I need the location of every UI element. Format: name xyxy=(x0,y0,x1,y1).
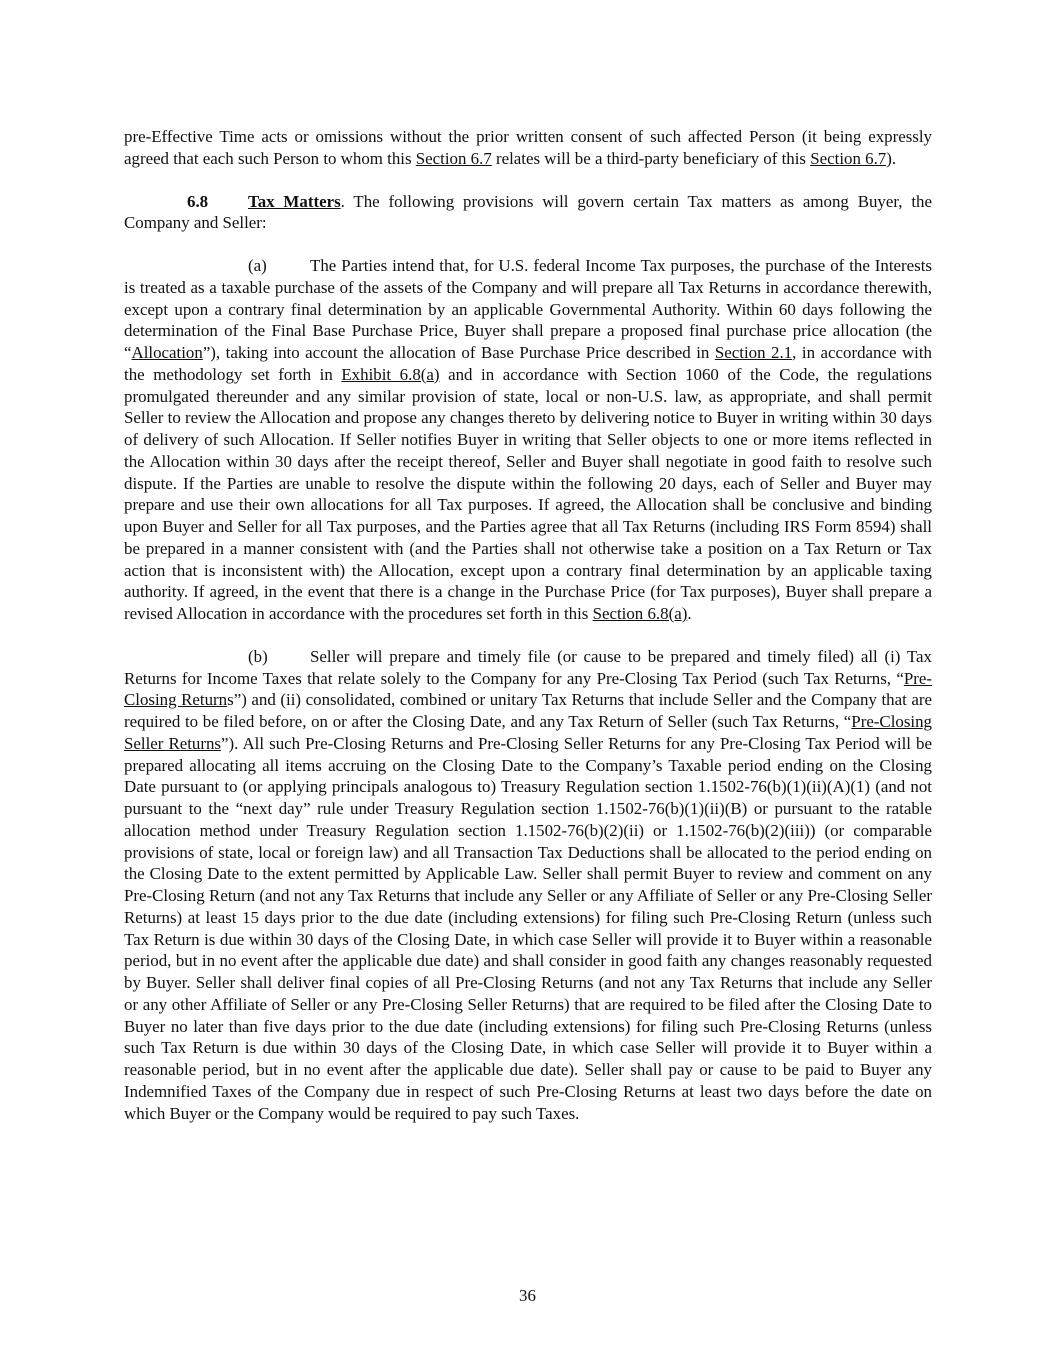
section-6-8-paragraph xyxy=(124,191,932,235)
paragraph-text: ”). All such Pre-Closing Returns and Pre-Closing Seller Returns for any Pre-Closing Tax Period will be prepared allocating all items accruing on the Closing Date to the Company’s Taxable period ending on the Closing Date pursuant to (or applying principals analogous to) Treasury Regulation section 1.1502-76(b)(1)(ii)(A)(1) (and not pursuant to the “next day” rule under Treasury Regulation section 1.1502-76(b)(1)(ii)(B) or pursuant to the ratable allocation method under Treasury Regulation section 1.1502-76(b)(2)(ii) or 1.1502-76(b)(2)(iii)) (or comparable provisions of state, local or foreign law) and all Transaction Tax Deductions shall be allocated to the period ending on the Closing Date to the extent permitted by Applicable Law. Seller shall permit Buyer to review and comment on any Pre-Closing Return (and not any Tax Returns that include any Seller or any Affiliate of Seller or any Pre-Closing Seller Returns) at least 15 days prior to the due date (including extensions) for filing such Pre-Closing Return (unless such Tax Return is due within 30 days of the Closing Date, in which case Seller will provide it to Buyer within a reasonable period, but in no event after the applicable due date) and shall consider in good faith any changes reasonably requested by Buyer. Seller shall deliver final copies of all Pre-Closing Returns (and not any Tax Returns that include any Seller or any other Affiliate of Seller or any Pre-Closing Seller Returns) that are required to be filed after the Closing Date to Buyer no later than five days prior to the due date (including extensions) for filing such Pre-Closing Returns (unless such Tax Return is due within 30 days of the Closing Date, in which case Seller will provide it to Buyer within a reasonable period, but in no event after the applicable due date). Seller shall pay or cause to be paid to Buyer any Indemnified Taxes of the Company due in respect of such Pre-Closing Returns at least two days before the date on which Buyer or the Company would be required to pay such Taxes. xyxy=(124,733,932,1123)
paragraph-text: and in accordance with Section 1060 of the Code, the regulations promulgated thereunder and any similar provision of state, local or non-U.S. law, as appropriate, and shall permit Seller to review the Allocation and propose any changes thereto by delivering notice to Buyer in writing within 30 days of delivery of such Allocation. If Seller notifies Buyer in writing that Seller objects to one or more items reflected in the Allocation within 30 days after the receipt thereof, Seller and Buyer shall negotiate in good faith to resolve such dispute. If the Parties are unable to resolve the dispute within the following 20 days, each of Seller and Buyer may prepare and use their own allocations for all Tax purposes. If agreed, the Allocation shall be conclusive and binding upon Buyer and Seller for all Tax purposes, and the Parties agree that all Tax Returns (including IRS Form 8594) shall be prepared in a manner consistent with (and the Parties shall not otherwise take a position on a Tax Return or Tax action that is inconsistent with) the Allocation, except upon a contrary final determination by an applicable taxing authority. If agreed, in the event that there is a change in the Purchase Price (for Tax purposes), Buyer shall prepare a revised Allocation in accordance with the procedures set forth in this xyxy=(124,364,932,623)
section-2-1-reference: Section 2.1 xyxy=(714,343,793,362)
paragraph-text: s”) and (ii) consolidated, combined or unitary Tax Returns that include Seller and the Company that are required to be filed before, on or after the Closing Date, and any Tax Return of Seller (such Tax Returns, “ xyxy=(124,690,932,731)
paragraph-text: The Parties intend that, for U.S. federal Income Tax purposes, the purchase of the Interests is treated as a taxable purchase of the assets of the Company and will prepare all Tax Returns in accordance therewith, except upon a contrary final determination by an applicable Governmental Authority. Within 60 days following the determination of the Final Base Purchase Price, Buyer shall prepare a proposed final purchase price allocation (the “ xyxy=(124,256,932,362)
section-number: 6.8 xyxy=(187,191,209,211)
document-page xyxy=(124,126,932,1145)
allocation-defined-term: Allocation xyxy=(131,343,203,362)
section-6-7-reference: Section 6.7 xyxy=(810,148,887,168)
exhibit-6-8a-reference: Exhibit 6.8(a) xyxy=(341,364,440,384)
paragraph-a-label: (a) xyxy=(248,256,267,275)
intro-text: ). xyxy=(886,148,897,168)
intro-text: relates will be a third-party beneficiary of this xyxy=(491,148,811,168)
section-intro-text: . The following provisions will govern certain Tax matters as among Buyer, the Company and Seller: xyxy=(124,191,932,233)
section-title: Tax Matters xyxy=(248,191,341,211)
paragraph-text: Seller will prepare and timely file (or cause to be prepared and timely filed) all (i) Tax Returns for Income Taxes that relate solely to the Company for any Pre-Closing Tax Period (such Tax Returns, “ xyxy=(124,646,932,688)
intro-text: pre-Effective Time acts or omissions without the prior written consent of such affected Person (it being expressly agreed that each such Person to whom this xyxy=(124,127,932,168)
intro-paragraph xyxy=(124,126,932,170)
pre-closing-seller-returns-defined-term: Pre-Closing Seller Returns xyxy=(124,712,932,753)
paragraph-text: . xyxy=(687,604,692,623)
paragraph-a xyxy=(124,255,932,625)
pre-closing-return-defined-term: Pre-Closing Return xyxy=(124,668,932,710)
page-number: 36 xyxy=(519,1286,536,1305)
paragraph-b xyxy=(124,646,932,1125)
paragraph-b-label: (b) xyxy=(248,646,268,666)
paragraph-text: ”), taking into account the allocation of Base Purchase Price described in xyxy=(202,343,715,362)
paragraph-text: , in accordance with the methodology set forth in xyxy=(124,343,932,384)
section-6-7-reference: Section 6.7 xyxy=(415,148,492,168)
section-6-8a-reference: Section 6.8(a) xyxy=(592,604,688,623)
